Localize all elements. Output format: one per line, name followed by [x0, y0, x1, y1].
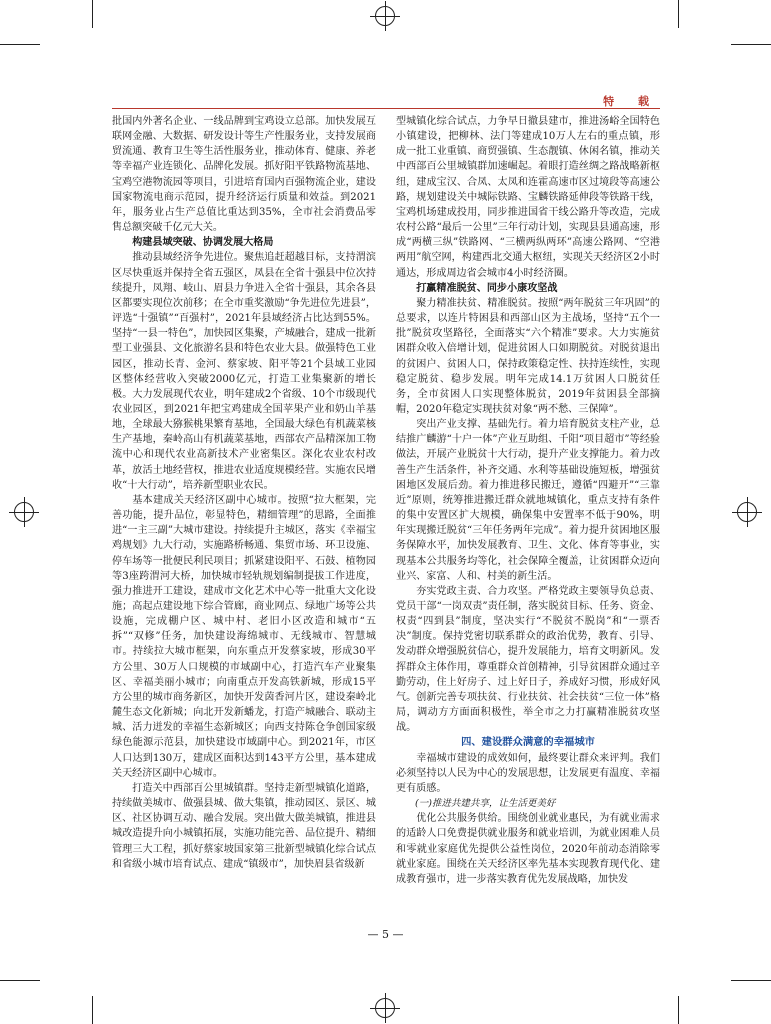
paragraph: 推动县域经济争先进位。聚焦追赶超越目标，支持渭滨区尽快重返并保持全省五强区，凤县在全省十强县中位次持续提升，凤翔、岐山、眉县力争进入全省十强县，其余各县区都要实现位次前移；在全市重奖激励“争先进位先进县”，评选“十强镇”“百强村”，2021年县域经济占比达到55%。坚持“一县一特色”，加快园区集聚，产城融合，建成一批新型工业强县、文化旅游名县和特色农业大县。做强特色工业园区，推动长青、金河、蔡家坡、阳平等21个县域工业园区整体经营收入突破2000亿元，打造工业集聚新的增长极。大力发展现代农业，明年建成2个省级、10个市级现代农业园区，到2021年把宝鸡建成全国苹果产业和奶山羊基地，全球最大猕猴桃果繁育基地，全国最大绿色有机蔬菜核生产基地，秦岭高山有机蔬菜基地，西部农产品精深加工物流中心和现代农业高新技术产业密集区。深化农业农村改革，放活土地经营权，推进农业适度规模经营。实施农民增收“十大行动”，培养新型职业农民。	[112, 252, 376, 491]
registration-target-icon	[14, 502, 34, 522]
section-heading: 构建县域突破、协调发展大格局	[132, 237, 274, 249]
crop-mark	[0, 980, 40, 981]
crop-mark	[0, 44, 40, 45]
crop-mark	[678, 996, 679, 1024]
paragraph: 夯实党政主责、合力攻坚。严格党政主要领导负总责、党员干部“一岗双责”责任制，落实脱贫目标、任务、资金、权责“四到县”制度，坚决实行“不脱贫不脱岗”和“一票否决”制度。保持党密切联系群众的政治优势，教育、引导、发动群众增强脱贫信心，提升发展能力，培育文明新风。发挥群众主体作用，尊重群众首创精神，引导贫困群众通过辛勤劳动，住上好房子、过上好日子，养成好习惯，形成好风气。创新完善专项扶贫、行业扶贫、社会扶贫“三位一体”格局，调动方方面面积极性，举全市之力打赢精准脱贫攻坚战。	[396, 585, 660, 734]
crop-mark	[92, 996, 93, 1024]
page-number: — 5 —	[367, 928, 404, 941]
header-rule	[112, 108, 660, 109]
paragraph: 基本建成关天经济区副中心城市。按照“拉大框架，完善功能，提升品位，彰显特色，精细管理”的思路，全面推进“一主三副”大城市建设。持续提升主城区，落实《幸福宝鸡规划》九大行动，实施路桥畅通、集贸市场、环卫设施、停车场等一批便民利民项目；抓紧建设阳平、石鼓、植物园等3座跨渭河大桥，加快城市轻轨规划编制提拔工作进度，强力推进开工建设，建成市文化艺术中心等一批重大文化设施；高起点建设地下综合管廊，商业网点、绿地广场等公共设施，完成棚户区、城中村、老旧小区改造和城市“五拆”“双修”任务，加快建设海绵城市、无线城市、智慧城市。持续拉大城市框架，向东重点开发蔡家坡，形成30平方公里、30万人口规模的市域副中心，打造汽车产业聚集区、幸福美丽小城市；向南重点开发高铁新城，形成15平方公里的城市商务新区，加快开发茵香河片区，建设秦岭北麓生态文化新城；向北开发新蟠龙，打造产城融合、联动主城、活力迸发的幸福生态新城区；向西支持陈仓争创国家级绿色能源示范县，加快建设市域副中心。到2021年，市区人口达到130万，建成区面积达到143平方公里，基本建成关天经济区副中心城市。	[112, 494, 376, 779]
paragraph: 打造关中西部百公里城镇群。坚持走新型城镇化道路，持续做美城市、做强县城、做大集镇，推动园区、景区、城区、社区协调互动、融合发展。突出做大做美城镇，推进县城改造提升向小城镇拓展，实施功能完善、品位提升、精细管理三大工程，抓好蔡家坡国家第三批新型城镇化综合试点和省级小城市培育试点、建成“镇级市”，加快眉县省级新	[112, 782, 376, 870]
crop-mark	[678, 0, 679, 28]
crop-mark	[92, 0, 93, 28]
registration-target-icon	[737, 502, 757, 522]
paragraph-continuation: 批国内外著名企业、一线品牌到宝鸡设立总部。加快发展互联网金融、大数据、研发设计等生产性服务业，支持发展商贸流通、教育卫生等生活性服务业，推动体育、健康、养老等幸福产业连锁化、品牌化发展。抓好阳平铁路物流基地、宝鸡空港物流园等项目，引进培育国内百强物流企业，建设国家物流电商示范园，提升经济运行质量和效益。到2021年，服务业占生产总值比重达到35%，全市社会消费品零售总额突破千亿元大关。	[112, 116, 376, 234]
paragraph: 优化公共服务供给。围绕创业就业惠民，为有就业需求的适龄人口免费提供就业服务和就业培训，为就业困难人员和零就业家庭优先提供公益性岗位，2020年前动态消除零就业家庭。围绕在关天经济区率先基本实现教育现代化、建成教育强市，进一步落实教育优先发展战略，加快发	[396, 813, 660, 885]
paragraph: 聚力精准扶贫、精准脱贫。按照“两年脱贫三年巩固”的总要求，以连片特困县和西部山区为主战场，坚持“五个一批”脱贫攻坚路径，全面落实“六个精准”要求。大力实施贫困群众收入倍增计划，促进贫困人口如期脱贫。对脱贫退出的贫困户、贫困人口，保持政策稳定性、扶持连续性，实现稳定脱贫、稳步发展。明年完成14.1万贫困人口脱贫任务，全市贫困人口实现整体脱贫，2019年贫困县全部摘帽，2020年稳定实现扶贫对象“两不愁、三保障”。	[396, 297, 660, 415]
subsection-heading: (一)推进共建共享，让生活更美好	[415, 798, 556, 810]
paragraph: 幸福城市建设的成效如何，最终要让群众来评判。我们必须坚持以人民为中心的发展思想，让发展更有温度、幸福更有质感。	[396, 752, 660, 794]
crop-mark	[731, 44, 771, 45]
crop-mark	[731, 980, 771, 981]
paragraph: 突出产业支撑、基础先行。着力培育脱贫支柱产业，总结推广麟游“十户一体”产业互助组、千阳“项目超市”等经验做法，开展产业脱贫十大行动，提升产业支撑能力。着力改善生产生活条件，补齐交通、水利等基础设施短板，增强贫困地区发展后劲。着力推进移民搬迁，遵循“四避开”“三靠近”原则，统筹推进搬迁群众就地城镇化，重点支持有条件的集中安置区扩大规模，确保集中安置率不低于90%，明年实现搬迁脱贫“三年任务两年完成”。着力提升贫困地区服务保障水平，加快发展教育、卫生、文化、体育等事业，实现基本公共服务均等化，社会保障全覆盖，让贫困群众迈向业兴、家富、人和、村美的新生活。	[396, 419, 660, 582]
chapter-heading: 四、建设群众满意的幸福城市	[461, 736, 595, 749]
section-heading: 打赢精准脱贫、同步小康攻坚战	[416, 282, 558, 294]
running-header: 特 载	[603, 95, 659, 108]
paragraph-continuation: 型城镇化综合试点，力争早日撤县建市，推进汤峪全国特色小镇建设，把柳林、法门等建成10万人左右的重点镇，形成一批工业重镇、商贸强镇、生态靓镇、休闲名镇，推动关中西部百公里城镇群加速崛起。着眼打造丝绸之路战略新枢纽，建成宝汉、合凤、太凤和连霍高速市区过境段等高速公路，规划建设关中城际铁路、宝麟铁路延伸段等铁路干线，宝鸡机场建成投用，同步推进国省干线公路升等改造，完成农村公路“最后一公里”三年行动计划，实现县县通高速，形成“两横三纵”铁路网、“三横两纵两环”高速公路网、“空港两用”航空网，构建西北交通大枢纽，实现关天经济区2小时通达，形成周边省会城市4小时经济圈。	[396, 116, 660, 279]
left-column	[112, 114, 376, 872]
registration-target-icon	[375, 6, 395, 26]
registration-target-icon	[375, 998, 395, 1018]
right-column	[396, 114, 660, 887]
